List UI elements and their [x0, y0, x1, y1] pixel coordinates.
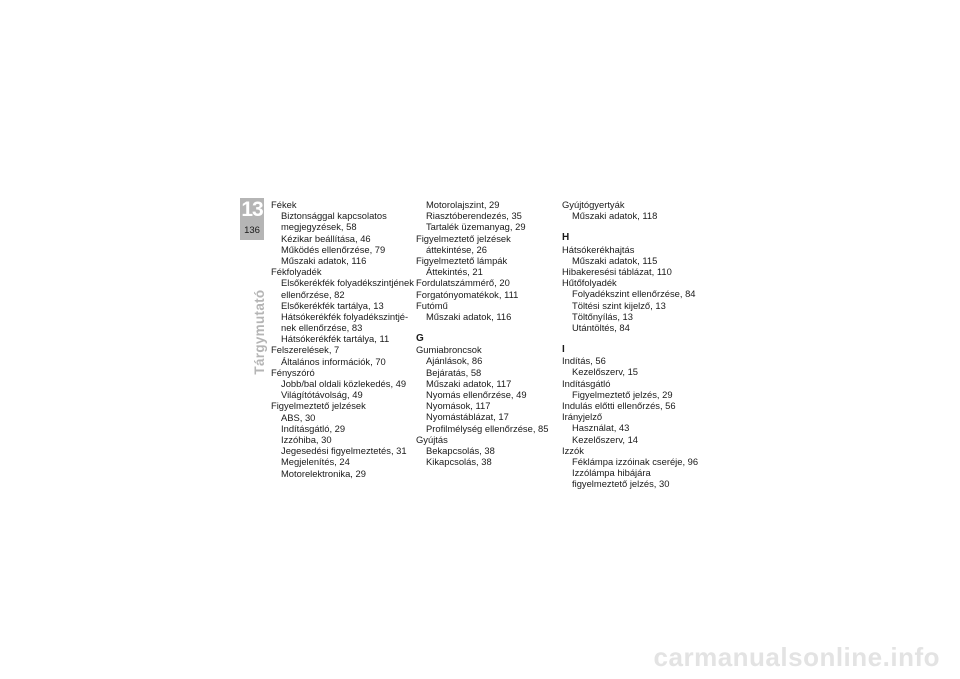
index-entry: Fékek: [271, 199, 297, 210]
index-subentry: ellenőrzése, 82: [281, 288, 345, 300]
index-entry: Futómű: [416, 299, 448, 311]
index-entry: Irányjelző: [562, 411, 603, 423]
index-subentry: Biztonsággal kapcsolatos: [281, 210, 387, 222]
index-subentry: Folyadékszint ellenőrzése, 84: [572, 288, 696, 300]
index-subentry: figyelmeztető jelzés, 30: [572, 478, 670, 490]
index-subentry: Indításgátló, 29: [281, 422, 346, 434]
index-subentry: Általános információk, 70: [281, 355, 386, 367]
index-subentry: Világítótávolság, 49: [281, 389, 363, 401]
index-letter-heading: I: [562, 344, 565, 356]
index-entry: Hibakeresési táblázat, 110: [562, 265, 672, 277]
index-subentry: Megjelenítés, 24: [281, 456, 350, 468]
index-subentry: Műszaki adatok, 116: [281, 254, 367, 266]
index-subentry: ABS, 30: [281, 411, 316, 423]
index-entry: Figyelmeztető jelzések: [416, 232, 511, 244]
page-number: 136: [244, 225, 260, 236]
index-subentry: Izzóhiba, 30: [281, 433, 332, 445]
index-subentry: Műszaki adatok, 115: [572, 254, 658, 266]
index-subentry: Motorolajszint, 29: [426, 199, 500, 210]
index-subentry: Utántöltés, 84: [572, 321, 630, 333]
index-letter-heading: H: [562, 232, 570, 244]
index-column-1: [271, 199, 419, 479]
index-subentry: Tartalék üzemanyag, 29: [426, 221, 526, 233]
index-subentry: Műszaki adatok, 118: [572, 210, 658, 222]
index-entry: Fordulatszámmérő, 20: [416, 277, 510, 289]
index-entry: Felszerelések, 7: [271, 344, 340, 356]
index-entry: Hűtőfolyadék: [562, 277, 617, 289]
index-entry: Izzók: [562, 444, 584, 456]
index-subentry: Töltési szint kijelző, 13: [572, 299, 666, 311]
index-subentry: Izzólámpa hibájára: [572, 467, 651, 479]
index-entry: Figyelmeztető jelzések: [271, 400, 366, 412]
index-subentry: Féklámpa izzóinak cseréje, 96: [572, 455, 699, 467]
index-subentry: Műszaki adatok, 117: [426, 377, 512, 389]
watermark: carmanualsonline.info: [653, 642, 940, 672]
index-entry: Gumiabroncsok: [416, 344, 482, 356]
index-subentry: Kézikar beállítása, 46: [281, 232, 371, 244]
index-entry: Indulás előtti ellenőrzés, 56: [562, 400, 676, 411]
index-subentry: megjegyzések, 58: [281, 221, 357, 233]
index-subentry: Nyomások, 117: [426, 400, 491, 412]
index-subentry: Elsőkerékfék tartálya, 13: [281, 299, 384, 311]
index-subentry: Hátsókerékfék tartálya, 11: [281, 333, 390, 345]
index-subentry: Működés ellenőrzése, 79: [281, 243, 386, 255]
index-entry: Hátsókerékhajtás: [562, 243, 635, 255]
index-entry: Fényszóró: [271, 366, 315, 378]
index-subentry: Jegesedési figyelmeztetés, 31: [281, 445, 407, 457]
index-entry: Figyelmeztető lámpák: [416, 254, 508, 266]
index-subentry: Töltőnyílás, 13: [572, 310, 633, 322]
index-subentry: Bejáratás, 58: [426, 366, 482, 378]
index-subentry: Ajánlások, 86: [426, 355, 483, 367]
chapter-number: 13: [241, 198, 263, 221]
index-subentry: Kezelőszerv, 15: [572, 366, 639, 378]
index-subentry: Jobb/bal oldali közlekedés, 49: [281, 378, 407, 389]
chapter-tab: [240, 198, 264, 240]
index-subentry: nek ellenőrzése, 83: [281, 322, 363, 334]
chapter-title: Tárgymutató: [252, 289, 267, 375]
index-subentry: Profilmélység ellenőrzése, 85: [426, 422, 549, 434]
index-subentry: Nyomástáblázat, 17: [426, 411, 509, 423]
index-column-3: [562, 199, 710, 490]
index-entry: Gyújtás: [416, 433, 448, 445]
index-subentry: Nyomás ellenőrzése, 49: [426, 389, 527, 400]
index-subentry: Műszaki adatok, 116: [426, 310, 512, 322]
index-entry: Fékfolyadék: [271, 266, 322, 278]
index-subentry: Áttekintés, 21: [426, 266, 483, 278]
index-entry: Indítás, 56: [562, 355, 606, 367]
index-column-2: [416, 199, 564, 467]
index-entry: Forgatónyomatékok, 111: [416, 288, 519, 300]
index-subentry: Riasztóberendezés, 35: [426, 210, 522, 222]
index-subentry: Figyelmeztető jelzés, 29: [572, 388, 673, 400]
index-subentry: Hátsókerékfék folyadékszintjé-: [281, 310, 409, 322]
index-subentry: Bekapcsolás, 38: [426, 444, 495, 456]
index-entry: Indításgátló: [562, 377, 611, 389]
index-subentry: áttekintése, 26: [426, 243, 487, 255]
index-subentry: Kezelőszerv, 14: [572, 433, 639, 445]
index-subentry: Kikapcsolás, 38: [426, 456, 492, 468]
index-entry: Gyújtógyertyák: [562, 199, 625, 210]
index-subentry: Motorelektronika, 29: [281, 467, 366, 479]
index-subentry: Elsőkerékfék folyadékszintjének: [281, 277, 414, 289]
index-subentry: Használat, 43: [572, 422, 630, 434]
index-letter-heading: G: [416, 333, 424, 345]
